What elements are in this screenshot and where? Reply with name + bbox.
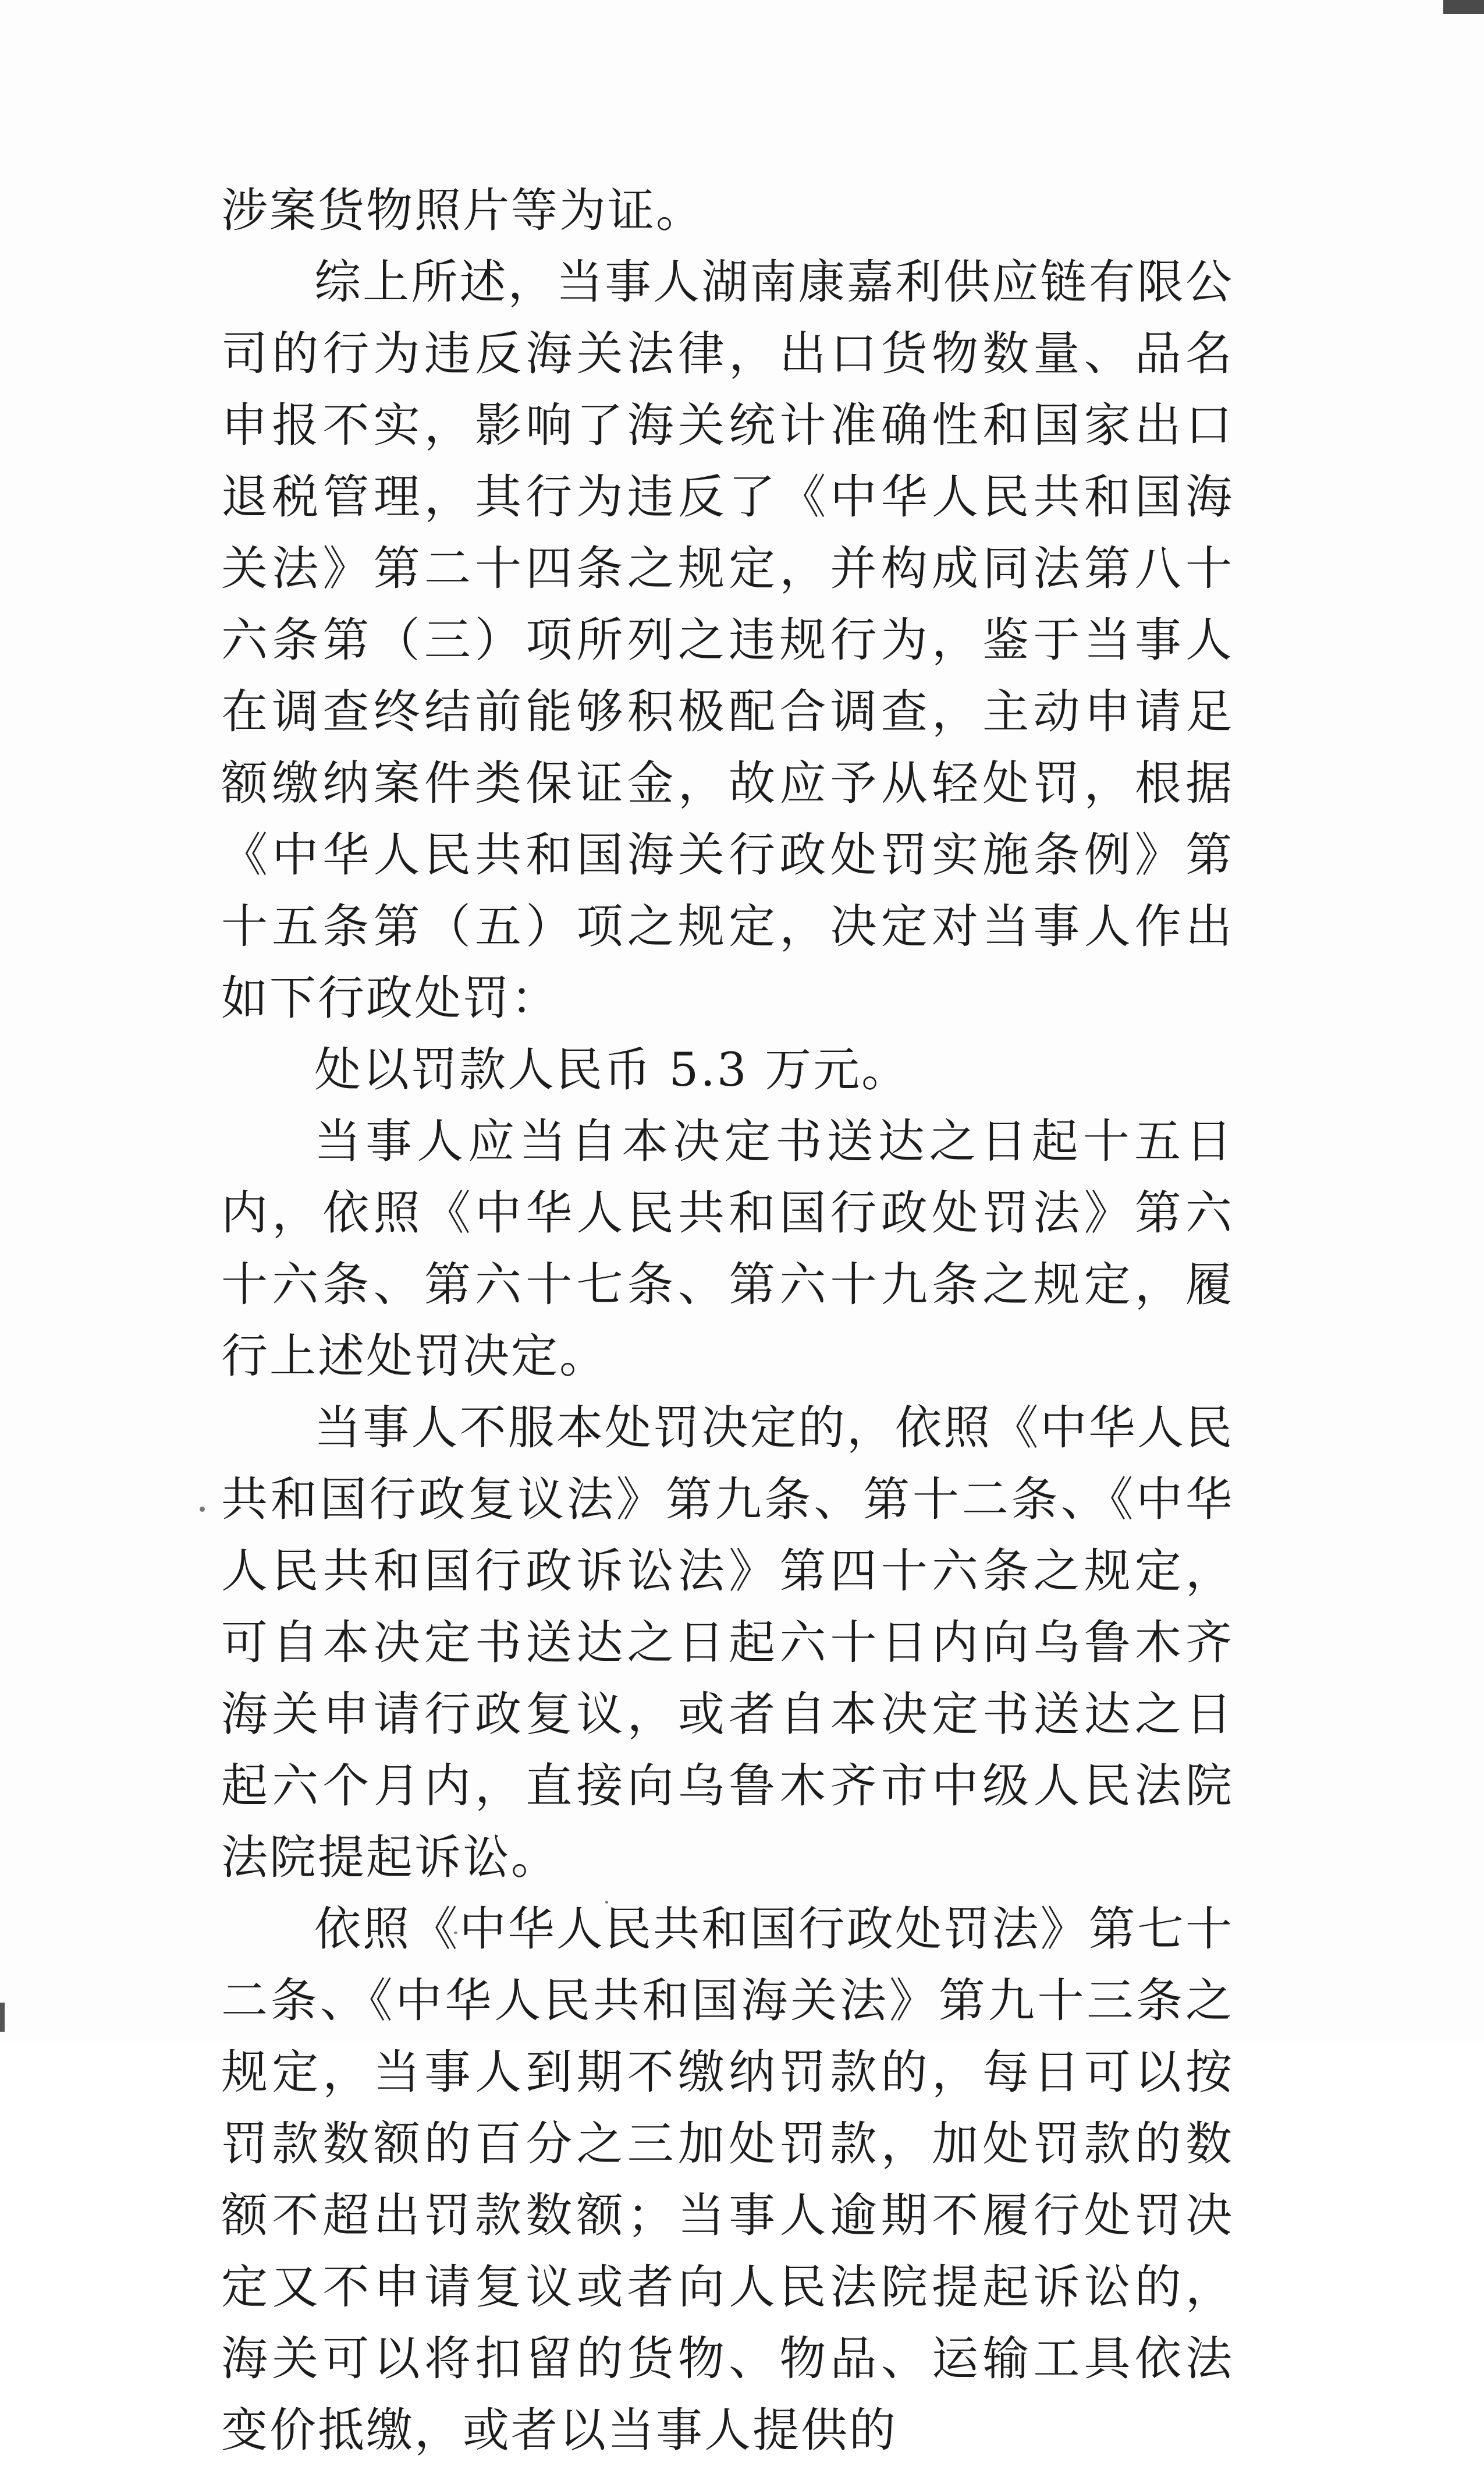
paragraph-late-payment: 依照《中华人民共和国行政处罚法》第七十二条、《中华人民共和国海关法》第九十三条之规定，当事人到期不缴纳罚款的，每日可以按罚款数额的百分之三加处罚款，加处罚款的数额不超出罚款数额；当事人逾期不履行处罚决定又不申请复议或者向人民法院提起诉讼的，海关可以将扣留的货物、物品、运输工具依法变价抵缴，或者以当事人提供的 [221,1902,1234,2457]
paragraph-payment-deadline: 当事人应当自本决定书送达之日起十五日内，依照《中华人民共和国行政处罚法》第六十六条、第六十七条、第六十九条之规定，履行上述处罚决定。 [221,1114,1234,1383]
scan-edge-mark [0,2003,5,2032]
paragraph-evidence-end: 涉案货物照片等为证。 [221,183,704,238]
scan-corner-mark [1443,0,1484,14]
paragraph-summary: 综上所述，当事人湖南康嘉利供应链有限公司的行为违反海关法律，出口货物数量、品名申报不实，影响了海关统计准确性和国家出口退税管理，其行为违反了《中华人民共和国海关法》第二十四条之规定，并构成同法第八十六条第（三）项所列之违规行为，鉴于当事人在调查终结前能够积极配合调查，主动申请足额缴纳案件类保证金，故应予从轻处罚，根据《中华人民共和国海关行政处罚实施条例》第十五条第（五）项之规定，决定对当事人作出如下行政处罚： [221,255,1234,1025]
scan-speck [200,1507,205,1512]
document-body [221,175,1234,2466]
paragraph-appeal-rights: 当事人不服本处罚决定的，依照《中华人民共和国行政复议法》第九条、第十二条、《中华人民共和国行政诉讼法》第四十六条之规定，可自本决定书送达之日起六十日内向乌鲁木齐海关申请行政复议，或者自本决定书送达之日起六个月内，直接向乌鲁木齐市中级人民法院法院提起诉讼。 [221,1401,1234,1884]
paragraph-penalty: 处以罚款人民币 5.3 万元。 [314,1043,910,1097]
